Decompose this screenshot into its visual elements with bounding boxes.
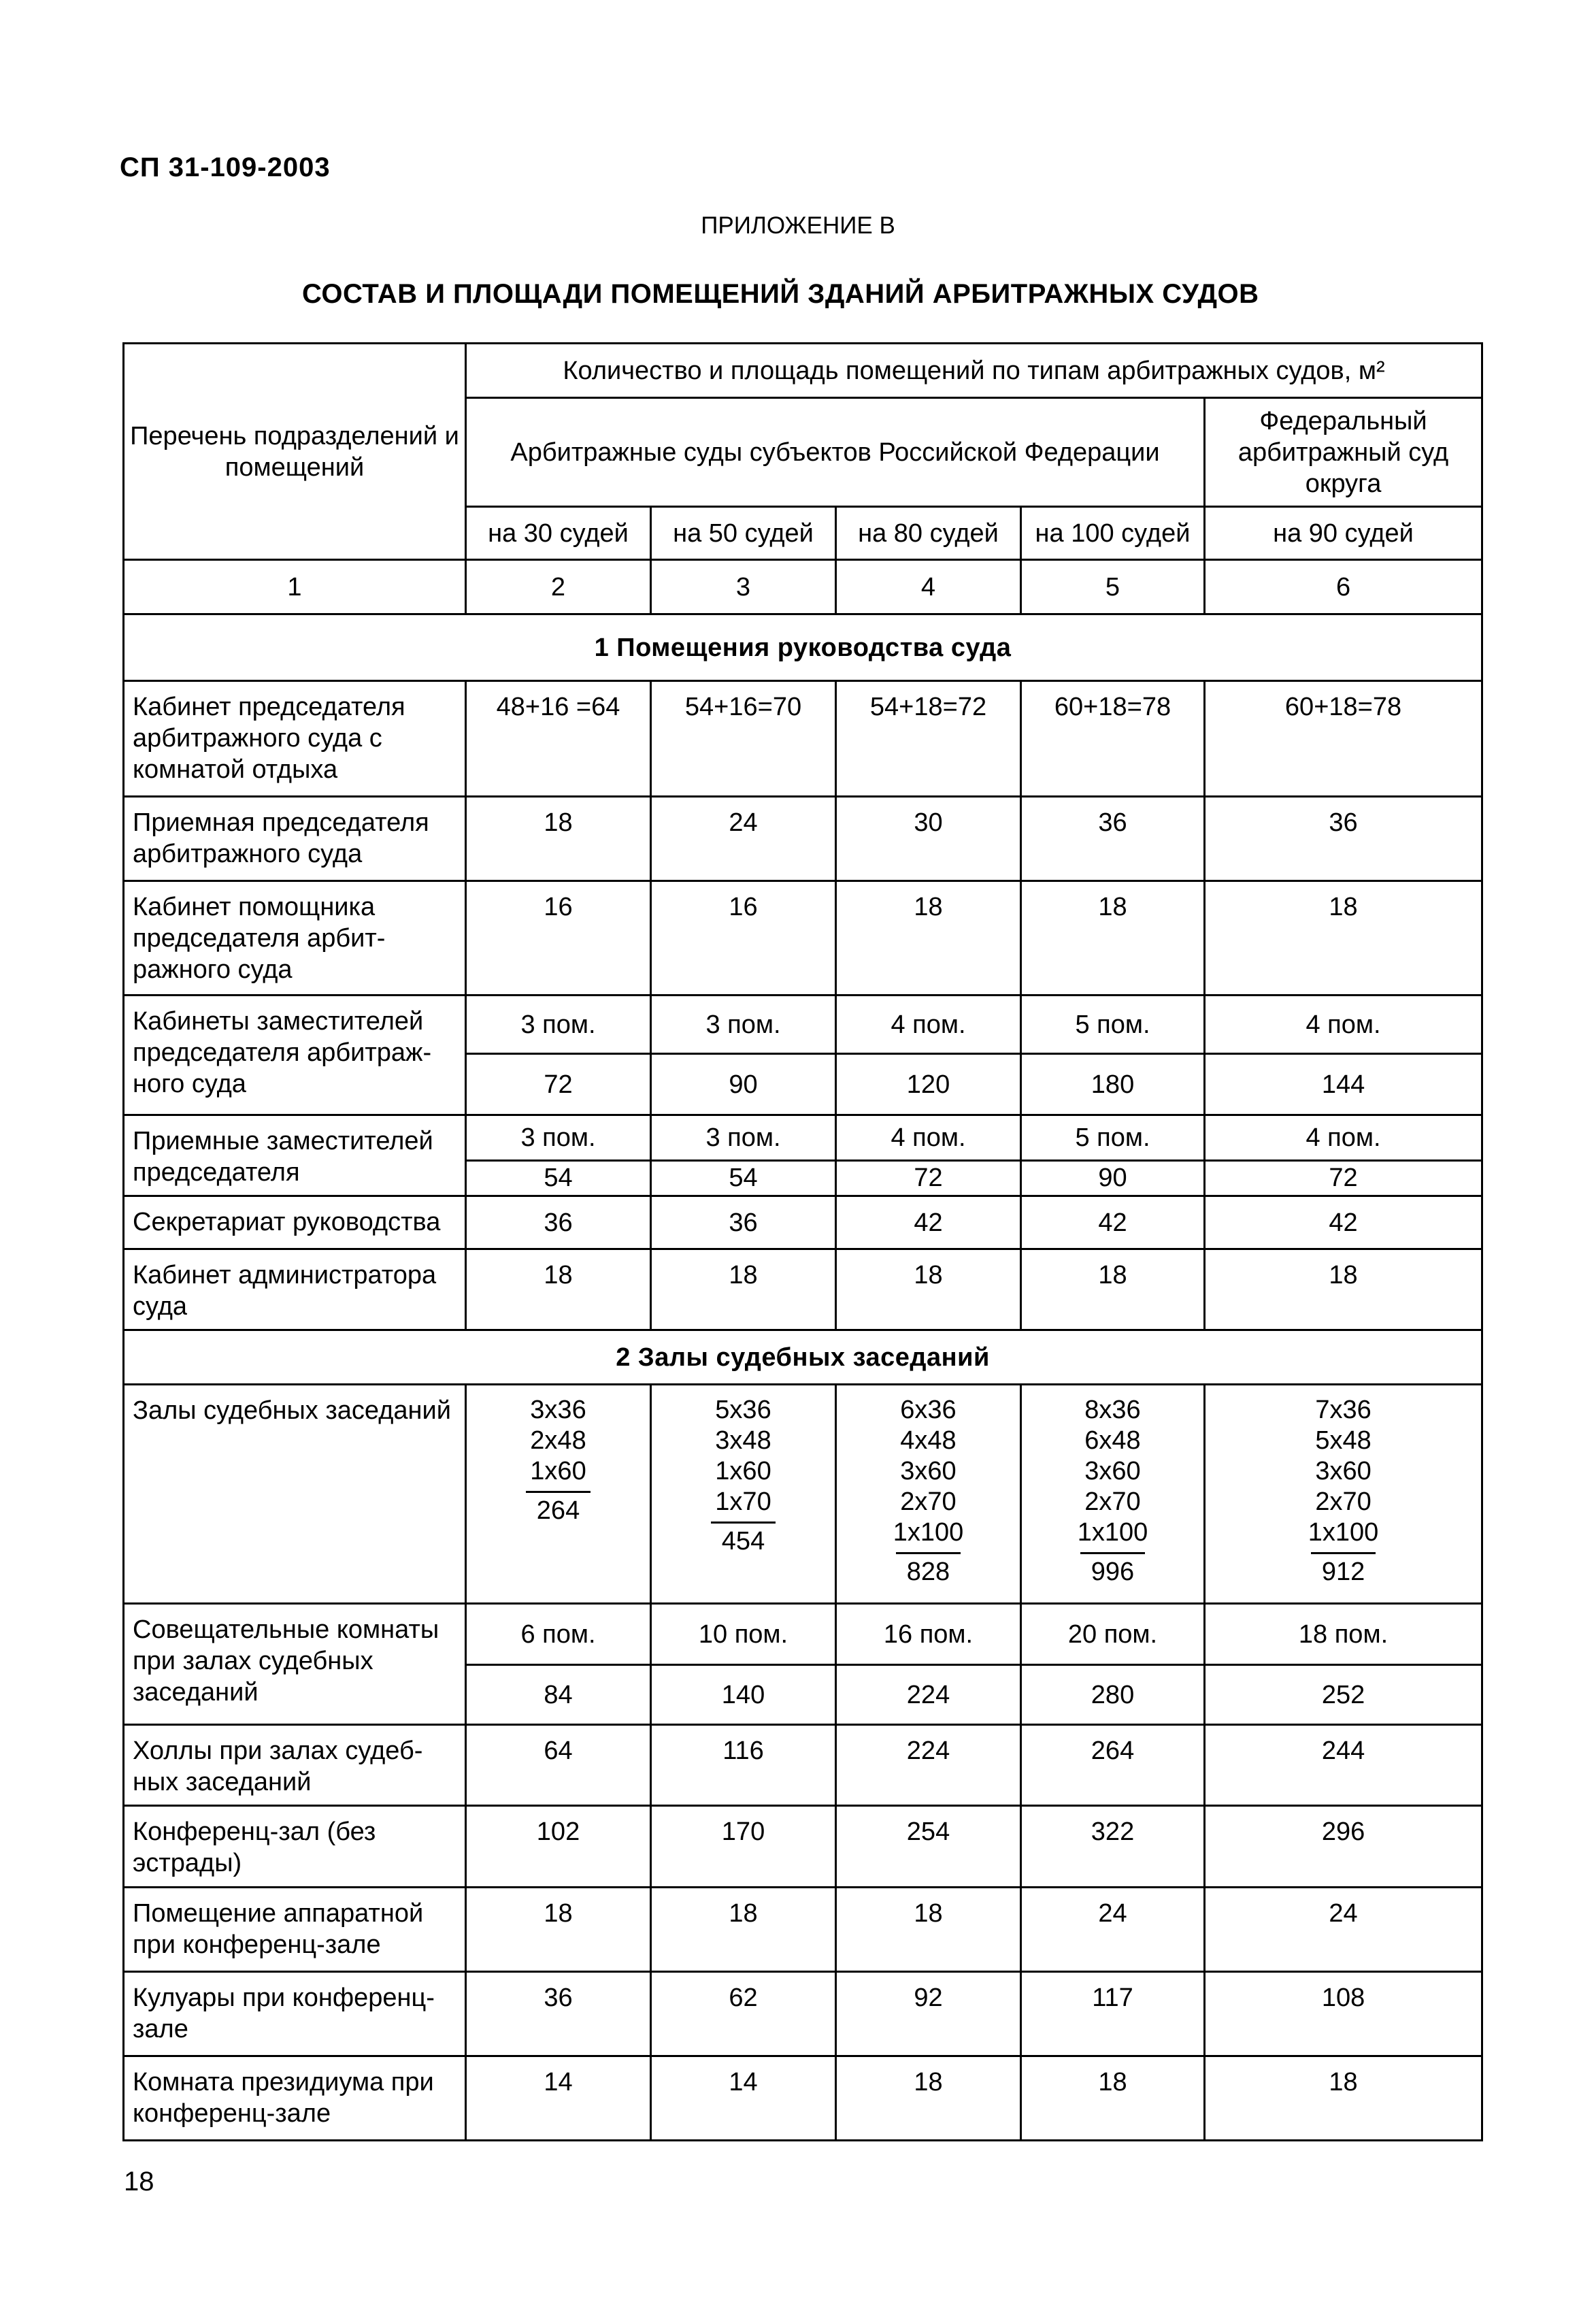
cell-value: 16: [466, 881, 651, 996]
col1-header: Перечень подразделений и помещений: [124, 344, 466, 560]
cell-value: 14: [466, 2056, 651, 2141]
cell-count: 4 пом.: [836, 996, 1021, 1054]
table-row: [124, 996, 1482, 1054]
cell-value: 144: [1205, 1054, 1482, 1115]
cell-value: 72: [466, 1054, 651, 1115]
cell-count: 4 пом.: [836, 1115, 1021, 1161]
cell-value: 60+18=78: [1205, 681, 1482, 797]
table-row: [124, 1604, 1482, 1665]
cell-value: 90: [1021, 1160, 1205, 1196]
cell-value: 54+18=72: [836, 681, 1021, 797]
cell-count: 20 пом.: [1021, 1604, 1205, 1665]
total-value: 264: [526, 1491, 591, 1526]
cell-count: 3 пом.: [466, 996, 651, 1054]
row-name: Залы судебных заседаний: [124, 1385, 466, 1604]
hall-breakdown: 6x36 4x48 3x60 2x70 1x100 828: [836, 1385, 1021, 1604]
size-header: на 80 судей: [836, 507, 1021, 560]
cell-value: 42: [1205, 1196, 1482, 1249]
hall-breakdown: 3x36 2x48 1x60 264: [466, 1385, 651, 1604]
cell-value: 64: [466, 1725, 651, 1806]
cell-value: 140: [651, 1665, 836, 1725]
cell-value: 62: [651, 1972, 836, 2056]
cell-value: 108: [1205, 1972, 1482, 2056]
row-name: Секретариат руководства: [124, 1196, 466, 1249]
cell-value: 24: [1205, 1888, 1482, 1972]
section-header: 2 Залы судебных заседаний: [124, 1330, 1482, 1385]
row-name: Совещательные комнаты при залах судебных заседаний: [124, 1604, 466, 1725]
cell-value: 14: [651, 2056, 836, 2141]
column-number: 3: [651, 560, 836, 614]
table-row: [124, 1725, 1482, 1806]
column-number: 2: [466, 560, 651, 614]
row-name: Комната президиума при конференц-зале: [124, 2056, 466, 2141]
cell-value: 280: [1021, 1665, 1205, 1725]
cell-value: 117: [1021, 1972, 1205, 2056]
page-number: 18: [124, 2167, 154, 2197]
cell-value: 116: [651, 1725, 836, 1806]
cell-value: 24: [1021, 1888, 1205, 1972]
table-row: [124, 881, 1482, 996]
total-value: 996: [1080, 1552, 1145, 1588]
cell-value: 18: [836, 2056, 1021, 2141]
cell-value: 18: [651, 1888, 836, 1972]
cell-value: 102: [466, 1806, 651, 1888]
table-row: [124, 797, 1482, 881]
row-name: Приемные заместителей председателя: [124, 1115, 466, 1196]
cell-value: 120: [836, 1054, 1021, 1115]
federal-court-header: Федеральный арбитражный суд округа: [1205, 398, 1482, 507]
cell-value: 18: [1021, 881, 1205, 996]
cell-value: 18: [466, 1249, 651, 1330]
cell-value: 92: [836, 1972, 1021, 2056]
cell-count: 4 пом.: [1205, 1115, 1482, 1161]
cell-value: 36: [466, 1972, 651, 2056]
cell-value: 180: [1021, 1054, 1205, 1115]
cell-value: 18: [1205, 1249, 1482, 1330]
cell-value: 54: [466, 1160, 651, 1196]
cell-value: 18: [836, 1249, 1021, 1330]
cell-value: 36: [466, 1196, 651, 1249]
cell-count: 4 пом.: [1205, 996, 1482, 1054]
hall-breakdown: 8x36 6x48 3x60 2x70 1x100 996: [1021, 1385, 1205, 1604]
cell-count: 3 пом.: [466, 1115, 651, 1161]
document-title: СОСТАВ И ПЛОЩАДИ ПОМЕЩЕНИЙ ЗДАНИЙ АРБИТРАЖНЫХ СУДОВ: [302, 279, 1259, 309]
size-header: на 50 судей: [651, 507, 836, 560]
total-value: 454: [711, 1522, 776, 1557]
cell-value: 72: [836, 1160, 1021, 1196]
cell-value: 90: [651, 1054, 836, 1115]
cell-count: 10 пом.: [651, 1604, 836, 1665]
cell-count: 18 пом.: [1205, 1604, 1482, 1665]
cell-value: 54: [651, 1160, 836, 1196]
size-header: на 30 судей: [466, 507, 651, 560]
cell-count: 16 пом.: [836, 1604, 1021, 1665]
cell-count: 5 пом.: [1021, 1115, 1205, 1161]
table-row: [124, 1196, 1482, 1249]
cell-value: 16: [651, 881, 836, 996]
subject-courts-header: Арбитражные суды субъектов Российской Федерации: [466, 398, 1205, 507]
cell-value: 72: [1205, 1160, 1482, 1196]
cell-value: 224: [836, 1665, 1021, 1725]
row-name: Конференц-зал (без эстрады): [124, 1806, 466, 1888]
cell-value: 36: [651, 1196, 836, 1249]
total-value: 912: [1311, 1552, 1376, 1588]
cell-value: 18: [1205, 881, 1482, 996]
cell-value: 42: [836, 1196, 1021, 1249]
row-name: Кулуары при конференц-зале: [124, 1972, 466, 2056]
row-name: Приемная председателя арбитражного суда: [124, 797, 466, 881]
cell-value: 18: [836, 1888, 1021, 1972]
document-code: СП 31-109-2003: [120, 152, 331, 182]
cell-value: 36: [1021, 797, 1205, 881]
total-value: 828: [896, 1552, 961, 1588]
cell-value: 244: [1205, 1725, 1482, 1806]
cell-value: 18: [1021, 1249, 1205, 1330]
cell-value: 30: [836, 797, 1021, 881]
table-row: [124, 1806, 1482, 1888]
cell-value: 170: [651, 1806, 836, 1888]
column-number-row: [124, 560, 1482, 614]
cell-value: 18: [466, 797, 651, 881]
cell-value: 322: [1021, 1806, 1205, 1888]
table-row: [124, 1385, 1482, 1604]
cell-count: 6 пом.: [466, 1604, 651, 1665]
cell-value: 84: [466, 1665, 651, 1725]
row-name: Помещение аппаратной при конференц-зале: [124, 1888, 466, 1972]
cell-value: 36: [1205, 797, 1482, 881]
premises-table: [122, 342, 1483, 2141]
row-name: Кабинет помощника председателя арбит-ражного суда: [124, 881, 466, 996]
cell-value: 54+16=70: [651, 681, 836, 797]
cell-value: 296: [1205, 1806, 1482, 1888]
size-header: на 90 судей: [1205, 507, 1482, 560]
row-name: Холлы при залах судеб-ных заседаний: [124, 1725, 466, 1806]
cell-value: 18: [466, 1888, 651, 1972]
group-header: Количество и площадь помещений по типам арбитражных судов, м²: [466, 344, 1482, 398]
column-number: 5: [1021, 560, 1205, 614]
cell-value: 42: [1021, 1196, 1205, 1249]
row-name: Кабинет председателя арбитражного суда с комнатой отдыха: [124, 681, 466, 797]
cell-value: 24: [651, 797, 836, 881]
cell-value: 252: [1205, 1665, 1482, 1725]
cell-value: 18: [1205, 2056, 1482, 2141]
cell-count: 5 пом.: [1021, 996, 1205, 1054]
cell-value: 264: [1021, 1725, 1205, 1806]
column-number: 4: [836, 560, 1021, 614]
row-name: Кабинеты заместителей председателя арбитраж-ного суда: [124, 996, 466, 1115]
table-row: [124, 2056, 1482, 2141]
column-number: 6: [1205, 560, 1482, 614]
table-row: [124, 1115, 1482, 1161]
cell-value: 254: [836, 1806, 1021, 1888]
appendix-label: ПРИЛОЖЕНИЕ В: [701, 212, 895, 239]
table-row: [124, 1249, 1482, 1330]
table-row: [124, 681, 1482, 797]
section-header: 1 Помещения руководства суда: [124, 614, 1482, 681]
cell-count: 3 пом.: [651, 996, 836, 1054]
size-header: на 100 судей: [1021, 507, 1205, 560]
cell-value: 48+16 =64: [466, 681, 651, 797]
cell-value: 18: [836, 881, 1021, 996]
cell-value: 18: [1021, 2056, 1205, 2141]
row-name: Кабинет администратора суда: [124, 1249, 466, 1330]
cell-count: 3 пом.: [651, 1115, 836, 1161]
column-number: 1: [124, 560, 466, 614]
cell-value: 224: [836, 1725, 1021, 1806]
table-row: [124, 1888, 1482, 1972]
cell-value: 18: [651, 1249, 836, 1330]
table-row: [124, 1972, 1482, 2056]
hall-breakdown: 5x36 3x48 1x60 1x70 454: [651, 1385, 836, 1604]
hall-breakdown: 7x36 5x48 3x60 2x70 1x100 912: [1205, 1385, 1482, 1604]
cell-value: 60+18=78: [1021, 681, 1205, 797]
